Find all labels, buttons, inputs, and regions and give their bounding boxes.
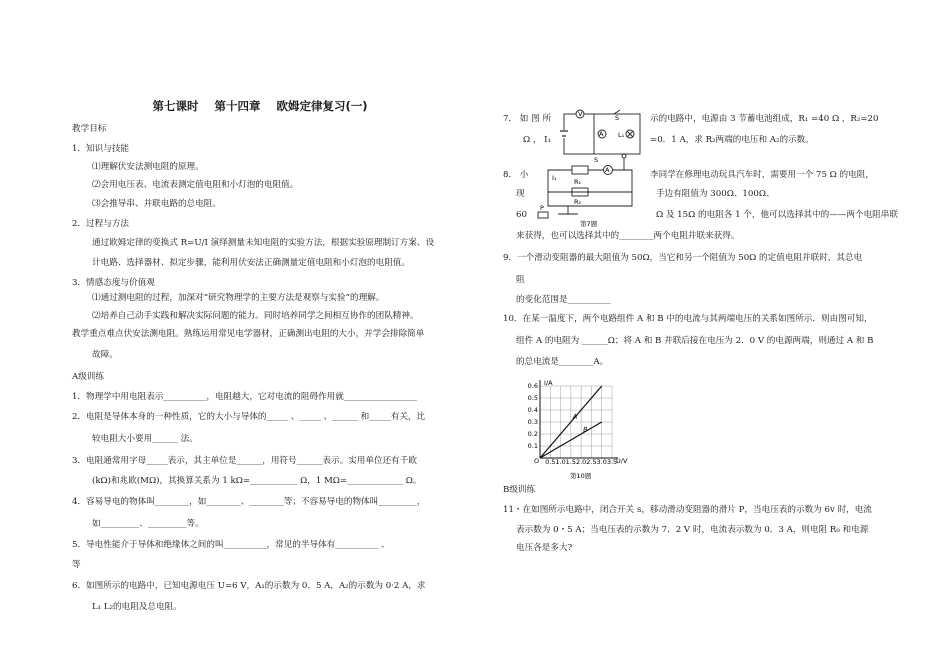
question-7b-cont: =0．1 A，求 R₂两端的电压和 A₂的示数。 <box>650 135 814 145</box>
y-tick-label: 0.5 <box>527 394 538 402</box>
focus-line-b: 故障。 <box>92 350 118 360</box>
focus-line-a: 教学重点难点伏安法测电阻。熟练运用常见电学器材，正确测出电阻的大小，并学会排除简单 <box>72 329 425 339</box>
question-5b: 等 <box>72 560 81 570</box>
question-2a: 2．电阻是导体本身的一种性质，它的大小与导体的_____ 、_____ 、______ 和_____有关，比 <box>72 412 426 422</box>
chart-y-axis-label: I/A <box>544 379 553 387</box>
question-8c: 60 <box>516 210 527 220</box>
q8-ammeter-label: A <box>605 166 610 174</box>
question-8c-cont: Ω 及 15Ω 的电阻各 1 个，他可以选择其中的——两个电阻串联 <box>656 210 898 220</box>
question-8a-cont: 李同学在修理电动玩具汽车时，需要用一个 75 Ω 的电阻， <box>650 170 874 180</box>
chart-x-axis-label: U/V <box>616 457 628 465</box>
question-10a: 10．在某一温度下，两个电路组件 A 和 B 中的电流与其两端电压的关系如图所示．则由图可知， <box>503 314 873 324</box>
question-10b: 组件 A 的电阻为 ______Ω；将 A 和 B 并联后接在电压为 2．0 V 的电源两端，则通过 A 和 B <box>516 336 874 346</box>
question-5a: 5．导电性能介于导体和绝缘体之间的叫__________，常见的半导体有__________ 、 <box>72 540 390 550</box>
series-label-a: A <box>572 412 578 421</box>
x-tick-label: 0.5 <box>545 458 556 466</box>
q8-current-label: I₁ <box>552 174 557 182</box>
question-8b-cont: 手边有阻值为 300Ω、100Ω、 <box>656 189 775 199</box>
y-tick-label: 0.1 <box>527 442 538 450</box>
q8-caption: 第7题 <box>580 220 598 228</box>
question-11a: 11・在如图所示电路中，闭合开关 s，移动滑动变阻器的滑片 P，当电压表的示数为 6v 时，电流 <box>503 505 872 515</box>
question-3a: 3．电阻通常用字母_____表示，其主单位是______，用符号______表示。实用单位还有千欧 <box>72 456 417 466</box>
x-tick-label: 1.0 <box>555 458 566 466</box>
q7-lamp-l1-label: L₁ <box>618 131 625 139</box>
x-tick-label: 3.0 <box>596 458 607 466</box>
series-label-b: B <box>583 425 588 434</box>
x-tick-label: 1.5 <box>565 458 577 466</box>
q8-r2-label: R₂ <box>574 198 582 206</box>
question-4a: 4．容易导电的物体叫________，如________、________等；不容易导电的物体叫_________， <box>72 497 426 507</box>
question-7a: 7． 如 图 所 <box>503 114 552 124</box>
a-level-heading: A级训练 <box>72 372 104 382</box>
y-tick-label: 0.2 <box>527 430 538 438</box>
section-2: 2．过程与方法 <box>72 219 130 229</box>
x-tick-label: 2.0 <box>575 458 587 466</box>
section-1: 1．知识与技能 <box>72 144 130 154</box>
q8-r1-label: R₁ <box>574 178 582 186</box>
x-tick-label: 3.5 <box>606 458 618 466</box>
question-8d: 来获得，也可以选择其中的________两个电阻并联来获得。 <box>516 231 740 241</box>
question-7a-cont: 示的电路中，电源由 3 节蓄电池组成，R₁ =40 Ω ，R₂=20 <box>650 114 879 124</box>
question-10c: 的总电流是________A。 <box>516 357 609 367</box>
question-9b: 阻 <box>516 275 525 285</box>
page-title: 第七课时 第十四章 欧姆定律复习(一) <box>152 99 368 113</box>
section-2a: 通过欧姆定律的变换式 R=U/I 演绎测量未知电阻的实验方法，根据实验原理制订方案、设 <box>92 238 435 248</box>
section-3b: ⑵培养自己动手实践和解决实际问题的能力。同时培养同学之间相互协作的团队精神。 <box>92 311 419 321</box>
section-1b: ⑵会用电压表、电流表测定值电阻和小灯泡的电阻值。 <box>92 180 299 190</box>
section-1a: ⑴理解伏安法测电阻的原理。 <box>92 162 204 172</box>
y-tick-label: 0.3 <box>527 418 538 426</box>
q7-switch2-label: S <box>594 156 599 162</box>
question-9c: 的变化范围是__________ <box>516 295 611 305</box>
question-11c: 电压各是多大? <box>516 543 573 553</box>
section-1c: ⑶会推导串、并联电路的总电阻。 <box>92 199 221 209</box>
y-tick-label: 0.4 <box>527 406 538 414</box>
q8-slider-label: P <box>540 204 544 212</box>
question-11b: 表示数为 0・5 A；当电压表的示数为 7．2 V 时，电流表示数为 0．3 A，则电阻 R₀ 和电源 <box>516 525 869 535</box>
question-8a: 8． 小 <box>503 170 529 180</box>
question-1: 1．物理学中用电阻表示__________，电阻越大，它对电流的阻碍作用就_________________ <box>72 392 417 402</box>
y-tick-label: 0.6 <box>527 382 538 390</box>
q8-circuit-diagram <box>528 150 640 228</box>
question-9a: 9．一个滑动变阻器的最大阻值为 50Ω，当它和另一个阻值为 50Ω 的定值电阻并联时，其总电 <box>503 253 863 263</box>
section-2b: 计电路、选择器材、拟定步骤，能利用伏安法正确测量定值电阻和小灯泡的电阻值。 <box>92 258 410 268</box>
q7-switch-label: S <box>615 114 620 122</box>
objectives-heading: 教学目标 <box>72 124 107 134</box>
question-7b: Ω ， I₁ <box>523 135 552 145</box>
chart-axes <box>540 380 618 458</box>
chart-origin-label: O <box>534 457 540 465</box>
section-3: 3．情感态度与价值观 <box>72 278 155 288</box>
question-6b: L₁ L₂的电阻及总电阻。 <box>92 602 182 612</box>
question-8b: 现 <box>516 189 525 199</box>
q7-voltmeter-label: V <box>578 110 583 118</box>
section-3a: ⑴通过测电阻的过程，加深对“研究物理学的主要方法是观察与实验”的理解。 <box>92 293 385 303</box>
question-3b: (kΩ)和兆欧(MΩ)，其换算关系为 1 kΩ=___________ Ω，1 MΩ=_____________ Ω。 <box>92 476 422 486</box>
x-tick-label: 2.5 <box>586 458 597 466</box>
q10-iu-chart <box>508 378 628 480</box>
q7-ammeter-a-label: A <box>599 130 604 138</box>
chart-caption: 第10题 <box>570 472 592 480</box>
question-2b: 较电阻大小要用______ 法。 <box>92 434 198 444</box>
b-level-heading: B级训练 <box>503 485 536 495</box>
question-6a: 6．如图所示的电路中，已知电源电压 U=6 V，A₁的示数为 0．5 A，A₂的示数为 0·2 A，求 <box>72 581 426 591</box>
question-4b: 如_________、_________等。 <box>92 519 204 529</box>
